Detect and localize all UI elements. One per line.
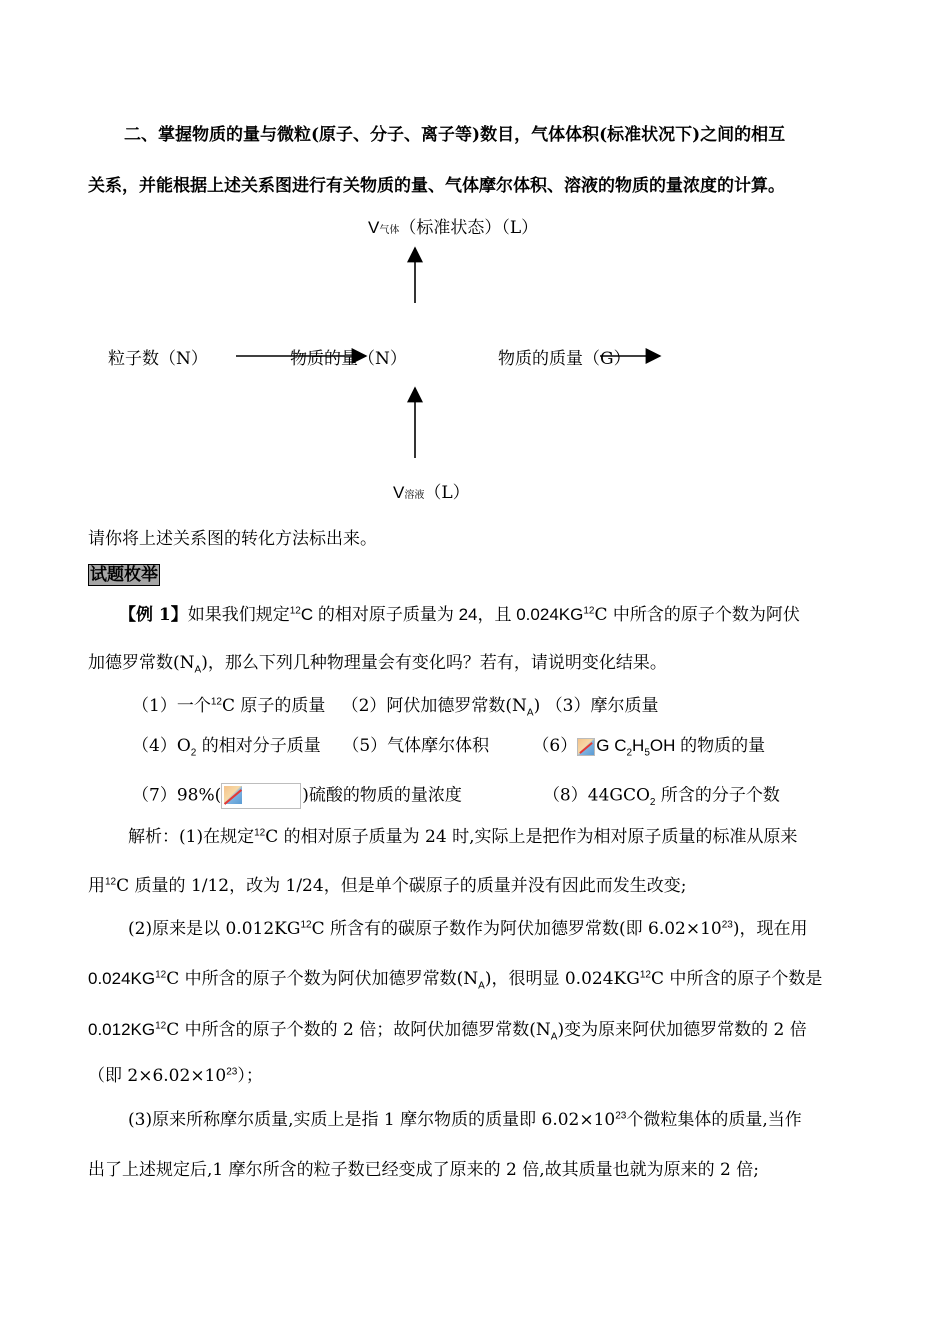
analysis-p2-line3: 0.012KG$^{12}$C 中所含的原子个数的 2 倍；故阿伏加德罗常数$(N_A)$变为原来阿伏加德罗常数的 2 倍 [88,1020,807,1043]
prompt-text: 请你将上述关系图的转化方法标出来。 [88,529,377,549]
analysis-p2-line4: （即 $2\times 6.02\times 10^{23}$）； [88,1066,263,1086]
options-row1: （1）一个$^{12}$C 原子的质量 （2）阿伏加德罗常数$(N_A)$ （3）摩尔质量 [132,696,659,719]
example-line2: 加德罗常数$(N_A)$，那么下列几种物理量会有变化吗？若有，请说明变化结果。 [88,653,667,676]
diagram-gas-volume: V气体（标准状态）（L） [368,218,539,238]
example-line1: 【例 1】如果我们规定$^{12}$C 的相对原子质量为 24，且 0.024KG$^{12}$C 中所含的原子个数为阿伏 [119,605,800,625]
diagram-mass: 物质的质量（G） [498,349,631,369]
broken-image-icon [221,783,301,809]
analysis-p1-line2: 用$^{12}$C 质量的 1/12，改为 1/24，但是单个碳原子的质量并没有因此而发生改变; [88,876,687,896]
section-title-line1: 二、掌握物质的量与微粒(原子、分子、离子等)数目，气体体积(标准状况下)之间的相互 [124,125,786,145]
options-row3: （7）98%( )硫酸的物质的量浓度 $(8)44GCO_2$ 所含的分子个数 [132,783,780,809]
section-title-line2: 关系，并能根据上述关系图进行有关物质的量、气体摩尔体积、溶液的物质的量浓度的计算。 [88,176,785,196]
diagram-particle-count: 粒子数（N） [108,349,208,369]
analysis-p2-line1: (2)原来是以 0.012KG$^{12}$C 所含有的碳原子数作为阿伏加德罗常数(即 $6.02\times 10^{23}$)，现在用 [128,919,808,939]
broken-image-icon [577,738,595,756]
heading-exam-examples: 试题枚举 [90,565,158,585]
diagram-amount-of-substance: 物质的量（N） [290,349,407,369]
relation-diagram [0,0,950,520]
diagram-solution-volume: V溶液（L） [393,483,470,503]
analysis-p1-line1: 解析：(1)在规定$^{12}$C 的相对原子质量为 24 时,实际上是把作为相对原子质量的标准从原来 [128,827,798,847]
analysis-p2-line2: 0.024KG$^{12}$C 中所含的原子个数为阿伏加德罗常数$(N_A)$，很明显 0.024KG$^{12}$C 中所含的原子个数是 [88,969,823,992]
analysis-p3-line1: (3)原来所称摩尔质量,实质上是指 1 摩尔物质的质量即 $6.02\times 10^{23}$个微粒集体的质量,当作 [128,1110,802,1130]
analysis-p3-line2: 出了上述规定后,1 摩尔所含的粒子数已经变成了原来的 2 倍,故其质量也就为原来的 2 倍; [88,1160,760,1180]
options-row2: $(4)O_2$ 的相对分子质量 （5）气体摩尔体积 （6） G $C_2H_5OH$ 的物质的量 [132,736,766,759]
